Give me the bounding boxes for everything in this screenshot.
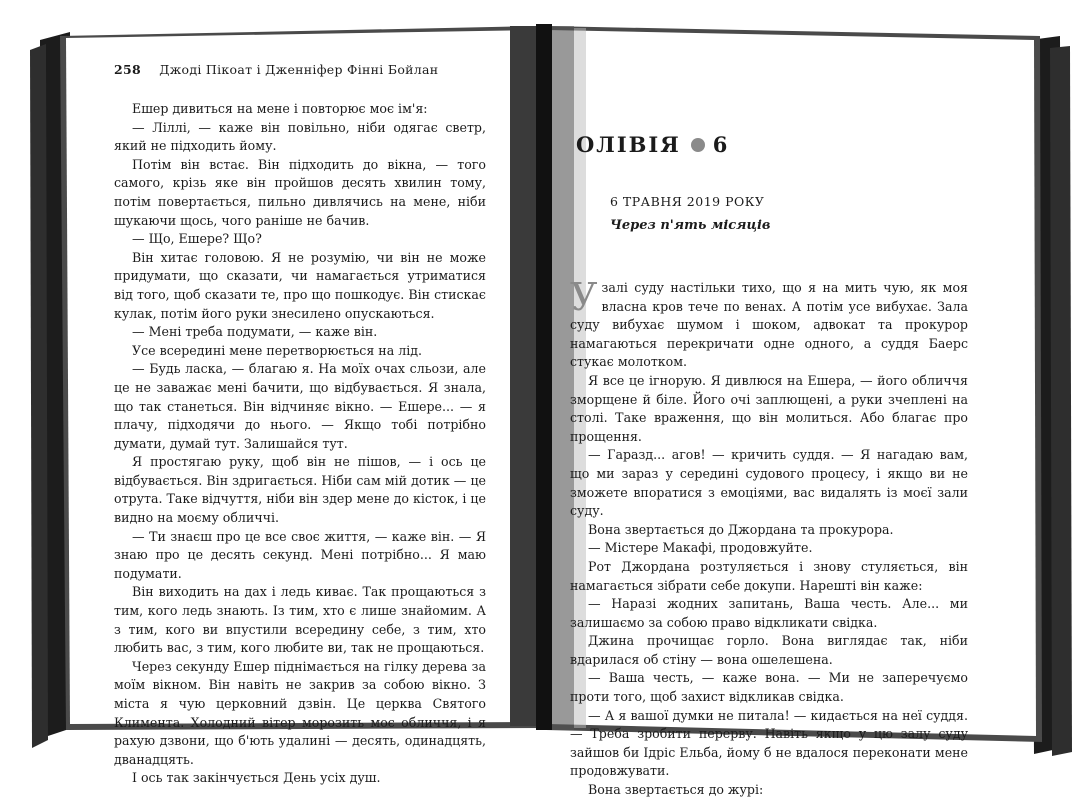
paragraph: — Що, Ешере? Що? (132, 231, 262, 247)
right-body-text (570, 275, 968, 800)
paragraph: — Ваша честь, — каже вона. — Ми не заперечуємо проти того, щоб захист відкликав свідка. (570, 670, 968, 705)
right-page (570, 52, 975, 798)
left-page (90, 52, 500, 786)
chapter-subtitle: Через п'ять місяців (610, 218, 771, 233)
paragraph: Вона звертається до журі: (588, 782, 764, 798)
paragraph: Через секунду Ешер піднімається на гілку дерева за моїм вікном. Він навіть не закрив за собою вікно. З міста я чую церковний дзвін. Це церква Святого Климента. Холодний вітер морозить моє обличчя, і я рахую дзвони, що б'ють удалині — десять, одинадцять, дванадцять. (114, 658, 486, 767)
paragraph: Він хитає головою. Я не розумію, чи він не може придумати, що сказати, чи намагається утриматися від того, щоб сказати те, про що пошкодує. Він стискає кулак, потім його руки знесилено опускаються. (114, 249, 486, 321)
paragraph: Джина прочищає горло. Вона виглядає так, ніби вдарилася об стіну — вона ошелешена. (570, 633, 968, 667)
paragraph: — Мені треба подумати, — каже він. (132, 324, 378, 340)
bullet-dot-icon (691, 138, 705, 152)
paragraph: Я все це ігнорую. Я дивлюся на Ешера, — його обличчя зморщене й біле. Його очі заплющені, а руки зчеплені на столі. Таке враження, що він молиться. Або благає про прощення. (570, 372, 968, 444)
paragraph: Усе всередині мене перетворюється на лід. (132, 342, 422, 358)
first-paragraph-text: залі суду настільки тихо, що я на мить чую, як моя власна кров тече по венах. А потім усе вибухає. Зала суду вибухає шумом і шоком, адвокат та прокурор намагаються перекричати одне одного, а суддя Баерс стукає молотком. (570, 280, 968, 370)
paragraph: — Наразі жодних запитань, Ваша честь. Але... ми залишаємо за собою право відкликати свідка. (570, 596, 968, 630)
paragraph: Я простягаю руку, щоб він не пішов, — і ось це відбувається. Він здригається. Ніби сам мій дотик — це отрута. Таке відчуття, ніби він здер мене до кісток, і це видно на моєму обличчі. (114, 454, 486, 526)
paragraph: — А я вашої думки не питала! — кидається на неї суддя. — Треба зробити перерву. Навіть якщо у цю залу суду зайшов би Ідріс Ельба, йому б не вдалося переконати мене продовжувати. (570, 707, 968, 779)
paragraph: — Гаразд... агов! — кричить суддя. — Я нагадаю вам, що ми зараз у середині судового процесу, і якщо ви не зможете впоратися з емоціями, вас видалять із моєї зали суду. (570, 447, 968, 519)
paragraph: Він виходить на дах і ледь киває. Так прощаються з тим, кого ледь знають. Із тим, хто є лише знайомим. А з тим, кого ви впустили всередину себе, з тим, хто любить вас, з тим, кого любите ви, так не прощаються. (114, 584, 486, 656)
paragraph: Ешер дивиться на мене і повторює моє ім'я: (132, 101, 428, 116)
first-paragraph (570, 275, 968, 372)
paragraph: Рот Джордана розтуляється і знову стуляється, він намагається зібрати себе докупи. Нарешті він каже: (570, 558, 968, 593)
paragraph: — Ти знаєш про це все своє життя, — каже він. — Я знаю про це десять секунд. Мені потрібно... Я маю подумати. (114, 528, 486, 581)
running-head: Джоді Пікоат і Дженніфер Фінні Бойлан (159, 62, 439, 77)
paragraph: — Ліллі, — каже він повільно, ніби одягає светр, який не підходить йому. (114, 119, 486, 154)
chapter-number: 6 (712, 132, 730, 157)
paragraph: Вона звертається до Джордана та прокурора. (588, 521, 894, 537)
chapter-heading (576, 132, 729, 157)
left-body-text (114, 100, 486, 788)
paragraph: — Будь ласка, — благаю я. На моїх очах сльози, але це не заважає мені бачити, що відбувається. Я знала, що так станеться. Він відчиняє вікно. — Ешере... — я плачу, підходячи до нього. — Якщо тобі потрібно думати, думай тут. Залишайся тут. (114, 361, 486, 451)
running-header (114, 62, 438, 77)
paragraph: — Містере Макафі, продовжуйте. (588, 540, 813, 556)
paragraph: І ось так закінчується День усіх душ. (132, 770, 381, 786)
chapter-date: 6 ТРАВНЯ 2019 РОКУ (610, 194, 765, 209)
drop-cap: У (570, 275, 598, 319)
paragraph: Потім він встає. Він підходить до вікна, — того самого, крізь яке він пройшов десять хвилин тому, потім повертається, пильно дивлячись на мене, ніби шукаючи щось, чого раніше не бачив. (114, 156, 486, 228)
chapter-name: ОЛІВІЯ (576, 132, 681, 157)
page-number: 258 (114, 62, 141, 77)
